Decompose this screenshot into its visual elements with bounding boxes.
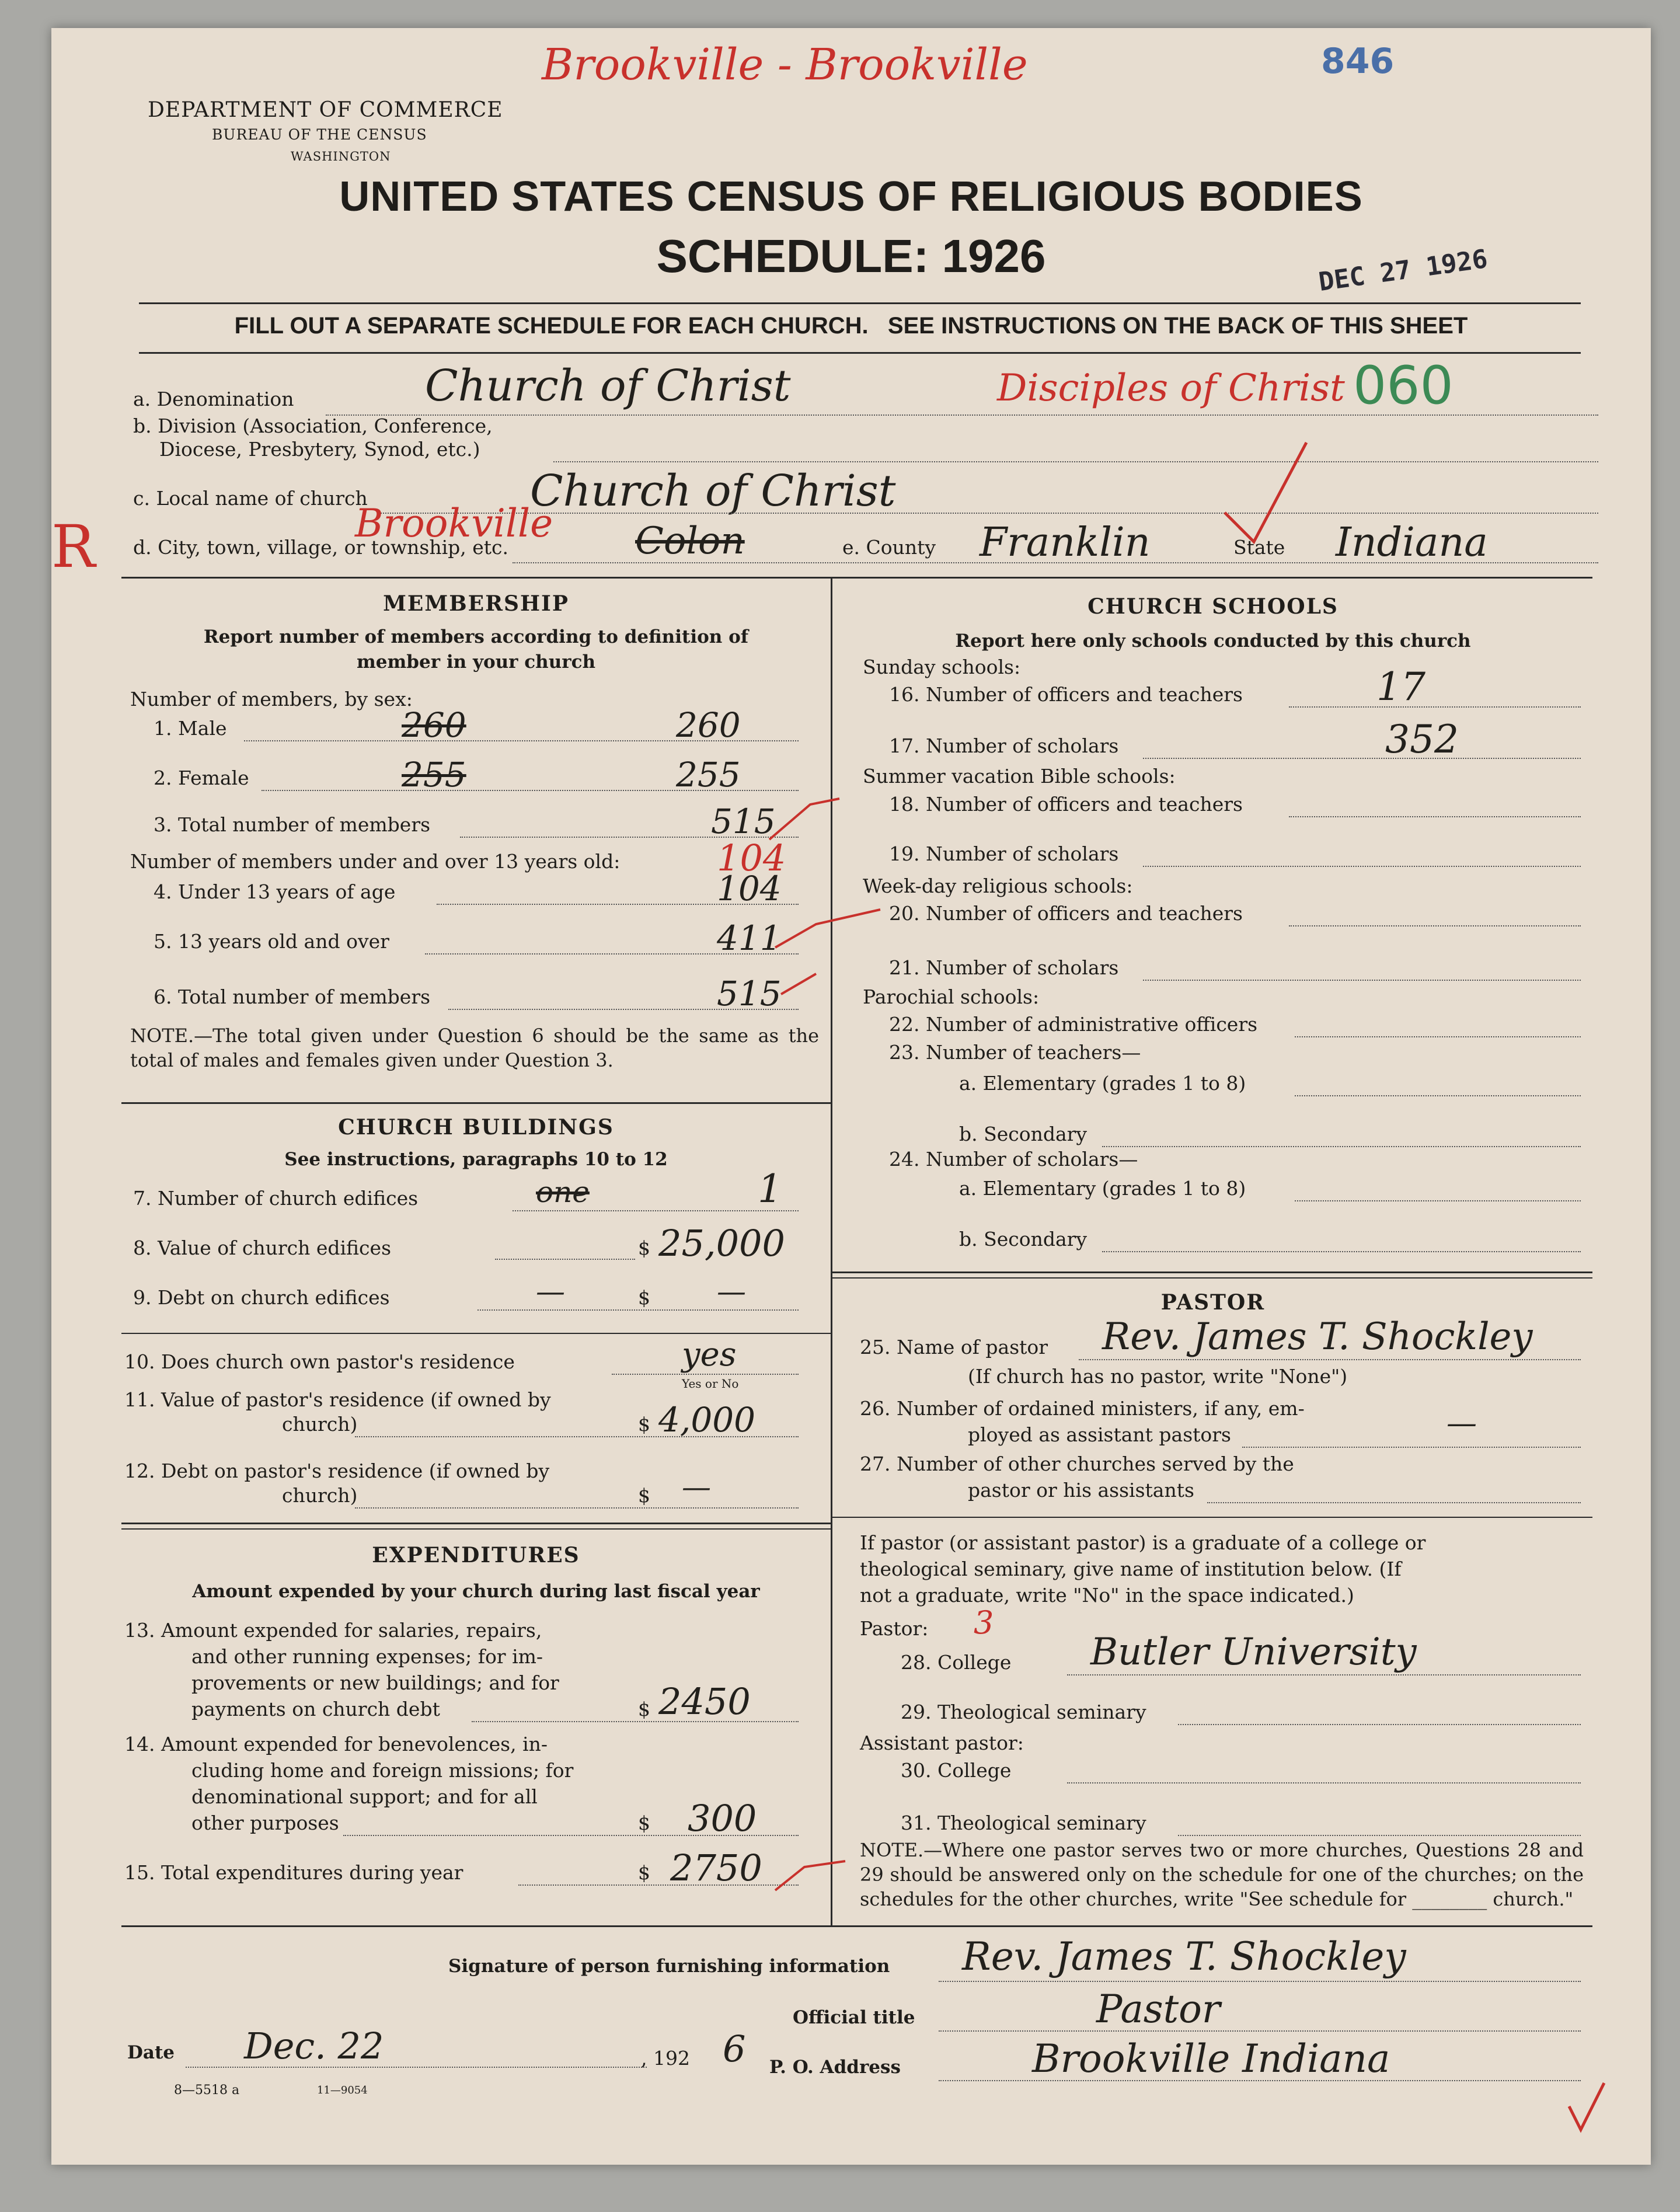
handwritten-town-note: Brookville - Brookville (542, 40, 1028, 90)
q29-label: 29. Theological seminary (901, 1701, 1146, 1723)
q16-label: 16. Number of officers and teachers (889, 683, 1243, 706)
date-label: Date (127, 2042, 175, 2063)
q8-value: 25,000 (658, 1222, 785, 1265)
schools-intro: Report here only schools conducted by this church (955, 630, 1471, 652)
q12-label-line1: 12. Debt on pastor's residence (if owned by (124, 1459, 550, 1482)
q13-label-line3: provements or new buildings; and for (191, 1671, 559, 1694)
q28-label: 28. College (901, 1651, 1012, 1674)
q14-label-line1: 14. Amount expended for benevolences, in- (124, 1733, 548, 1755)
po-address-label: P. O. Address (769, 2057, 901, 2078)
q9-mark: — (536, 1274, 565, 1308)
q12-value: — (682, 1470, 711, 1504)
membership-intro-2: member in your church (356, 652, 595, 673)
q23-label: 23. Number of teachers— (889, 1041, 1141, 1064)
q30-label: 30. College (901, 1759, 1012, 1782)
by-sex-label: Number of members, by sex: (130, 688, 413, 710)
denomination-code: 060 (1353, 355, 1454, 416)
q17-label: 17. Number of scholars (889, 734, 1119, 757)
q13-value: 2450 (658, 1680, 751, 1723)
q12-dollar: $ (638, 1484, 650, 1507)
q1-label: 1. Male (154, 717, 227, 740)
census-schedule-sheet (51, 28, 1651, 2165)
official-title-label: Official title (793, 2007, 915, 2028)
form-title: UNITED STATES CENSUS OF RELIGIOUS BODIES (339, 173, 1363, 220)
q25-value: Rev. James T. Shockley (1102, 1315, 1533, 1358)
division-label-line2: Diocese, Presbytery, Synod, etc.) (159, 438, 480, 461)
q11-label-line2: church) (282, 1413, 358, 1436)
red-check-marks (51, 28, 1651, 2165)
schedule-year-title: SCHEDULE: 1926 (656, 230, 1046, 282)
q4-label: 4. Under 13 years of age (154, 880, 396, 903)
q17-value: 352 (1385, 717, 1459, 762)
parochial-schools-label: Parochial schools: (863, 985, 1040, 1008)
print-number: 11—9054 (317, 2084, 368, 2096)
q7-label: 7. Number of church edifices (133, 1187, 419, 1210)
q23a-label: a. Elementary (grades 1 to 8) (959, 1072, 1246, 1095)
q6-label: 6. Total number of members (154, 985, 431, 1008)
q5-label: 5. 13 years old and over (154, 930, 389, 953)
age-correction: 104 (717, 837, 786, 879)
official-title-value: Pastor (1096, 1987, 1221, 2032)
q2-label: 2. Female (154, 767, 249, 789)
assistant-pastor-subhead: Assistant pastor: (860, 1732, 1024, 1754)
q27-label-line1: 27. Number of other churches served by the (860, 1452, 1294, 1475)
local-name-label: c. Local name of church (133, 487, 368, 510)
q27-label-line2: pastor or his assistants (968, 1479, 1194, 1502)
q31-label: 31. Theological seminary (901, 1812, 1146, 1834)
q19-label: 19. Number of scholars (889, 842, 1119, 865)
graduate-instructions-line2: theological seminary, give name of institution below. (If (860, 1558, 1402, 1580)
q24-label: 24. Number of scholars— (889, 1148, 1138, 1171)
pastor-red-mark: 3 (974, 1604, 994, 1641)
q12-label-line2: church) (282, 1484, 358, 1507)
q15-label: 15. Total expenditures during year (124, 1861, 463, 1884)
q26-value: — (1447, 1406, 1477, 1441)
sunday-schools-label: Sunday schools: (863, 656, 1021, 678)
membership-intro-1: Report number of members according to definition of (203, 626, 749, 647)
membership-note: NOTE.—The total given under Question 6 should be the same as the total of males and females given under Question 3. (130, 1025, 819, 1071)
q16-value: 17 (1376, 664, 1425, 709)
department-name: DEPARTMENT OF COMMERCE (148, 98, 503, 122)
denomination-correction: Disciples of Christ (997, 367, 1345, 410)
margin-r-mark: R (51, 513, 96, 581)
q13-dollar: $ (638, 1698, 650, 1720)
q24b-label: b. Secondary (959, 1228, 1088, 1250)
by-age-label: Number of members under and over 13 years old: (130, 850, 621, 873)
q10-label: 10. Does church own pastor's residence (124, 1350, 515, 1373)
q1-crossed-value: 260 (402, 705, 466, 745)
q25-label: 25. Name of pastor (860, 1336, 1048, 1358)
q14-value: 300 (688, 1797, 757, 1840)
q24a-label: a. Elementary (grades 1 to 8) (959, 1177, 1246, 1200)
q14-label-line4: other purposes (191, 1812, 339, 1834)
q3-label: 3. Total number of members (154, 813, 431, 836)
q11-label-line1: 11. Value of pastor's residence (if owned by (124, 1388, 551, 1411)
local-name-value: Church of Christ (530, 466, 896, 516)
q14-label-line2: cluding home and foreign missions; for (191, 1759, 574, 1782)
q8-dollar: $ (638, 1236, 650, 1259)
q18-label: 18. Number of officers and teachers (889, 793, 1243, 816)
pastor-note: NOTE.—Where one pastor serves two or more churches, Questions 28 and 29 should be answered only on the schedule for one of the churches; on the schedules for the other churches, write "See schedule for ________ church." (860, 1839, 1584, 1910)
pastor-title: PASTOR (1160, 1290, 1266, 1315)
q7-crossed-value: one (536, 1175, 590, 1209)
division-label-line1: b. Division (Association, Conference, (133, 414, 493, 437)
signature-value: Rev. James T. Shockley (962, 1934, 1406, 1979)
expenditures-subtitle: Amount expended by your church during last fiscal year (192, 1581, 760, 1602)
q10-value: yes (682, 1336, 737, 1374)
date-value: Dec. 22 (244, 2025, 384, 2067)
state-value: Indiana (1336, 520, 1488, 566)
county-label: e. County (842, 536, 936, 559)
po-address-value: Brookville Indiana (1032, 2036, 1390, 2081)
year-digit: 6 (723, 2028, 746, 2070)
graduate-instructions-line3: not a graduate, write "No" in the space indicated.) (860, 1584, 1354, 1607)
weekday-schools-label: Week-day religious schools: (863, 875, 1133, 897)
q26-label-line2: ployed as assistant pastors (968, 1423, 1231, 1446)
q14-dollar: $ (638, 1812, 650, 1834)
q9-dollar: $ (638, 1286, 650, 1309)
denomination-label: a. Denomination (133, 388, 294, 410)
washington-label: WASHINGTON (291, 149, 391, 163)
city-value: Colon (635, 520, 745, 563)
q14-label-line3: denominational support; and for all (191, 1785, 538, 1808)
q1-value: 260 (676, 705, 741, 745)
q5-value: 411 (717, 918, 782, 958)
schedule-number-stamp: 846 (1321, 41, 1395, 82)
graduate-instructions-line1: If pastor (or assistant pastor) is a graduate of a college or (860, 1531, 1426, 1554)
bureau-name: BUREAU OF THE CENSUS (212, 126, 427, 143)
q11-value: 4,000 (658, 1400, 756, 1440)
denomination-value: Church of Christ (425, 361, 791, 411)
q11-dollar: $ (638, 1413, 650, 1436)
q2-crossed-value: 255 (402, 755, 466, 795)
form-number: 8—5518 a (174, 2083, 240, 2098)
received-date-stamp: DEC 27 1926 (1316, 243, 1490, 298)
signature-label: Signature of person furnishing information (448, 1956, 890, 1977)
q13-label-line1: 13. Amount expended for salaries, repairs, (124, 1619, 542, 1642)
buildings-title: CHURCH BUILDINGS (338, 1115, 614, 1140)
pastor-subhead: Pastor: (860, 1617, 929, 1640)
city-label: d. City, town, village, or township, etc. (133, 536, 509, 559)
city-correction: Brookville (355, 501, 553, 546)
q9-label: 9. Debt on church edifices (133, 1286, 390, 1309)
membership-title: MEMBERSHIP (383, 591, 569, 616)
q4-value: 104 (717, 869, 782, 908)
q20-label: 20. Number of officers and teachers (889, 902, 1243, 925)
q21-label: 21. Number of scholars (889, 956, 1119, 979)
q2-value: 255 (676, 755, 741, 795)
q22-label: 22. Number of administrative officers (889, 1013, 1258, 1036)
q15-dollar: $ (638, 1861, 650, 1884)
q7-value: 1 (758, 1166, 782, 1211)
schools-title: CHURCH SCHOOLS (1088, 594, 1339, 619)
q10-hint: Yes or No (682, 1377, 739, 1391)
buildings-subtitle: See instructions, paragraphs 10 to 12 (284, 1149, 668, 1170)
state-label: State (1233, 536, 1285, 559)
q26-label-line1: 26. Number of ordained ministers, if any, em- (860, 1397, 1305, 1420)
summer-schools-label: Summer vacation Bible schools: (863, 765, 1176, 788)
instruction-line: FILL OUT A SEPARATE SCHEDULE FOR EACH CHURCH. SEE INSTRUCTIONS ON THE BACK OF THIS SHEET (234, 313, 1468, 339)
q28-value: Butler University (1090, 1631, 1417, 1674)
q8-label: 8. Value of church edifices (133, 1236, 392, 1259)
q6-value: 515 (717, 974, 782, 1013)
q9-value: — (717, 1274, 746, 1308)
q25-hint: (If church has no pastor, write "None") (968, 1365, 1348, 1388)
year-prefix: , 192 (641, 2047, 690, 2070)
county-value: Franklin (980, 520, 1151, 566)
q23b-label: b. Secondary (959, 1123, 1088, 1145)
q13-label-line2: and other running expenses; for im- (191, 1645, 543, 1668)
q13-label-line4: payments on church debt (191, 1698, 440, 1720)
q15-value: 2750 (670, 1847, 762, 1889)
expenditures-title: EXPENDITURES (372, 1543, 580, 1567)
q3-value: 515 (711, 802, 776, 841)
